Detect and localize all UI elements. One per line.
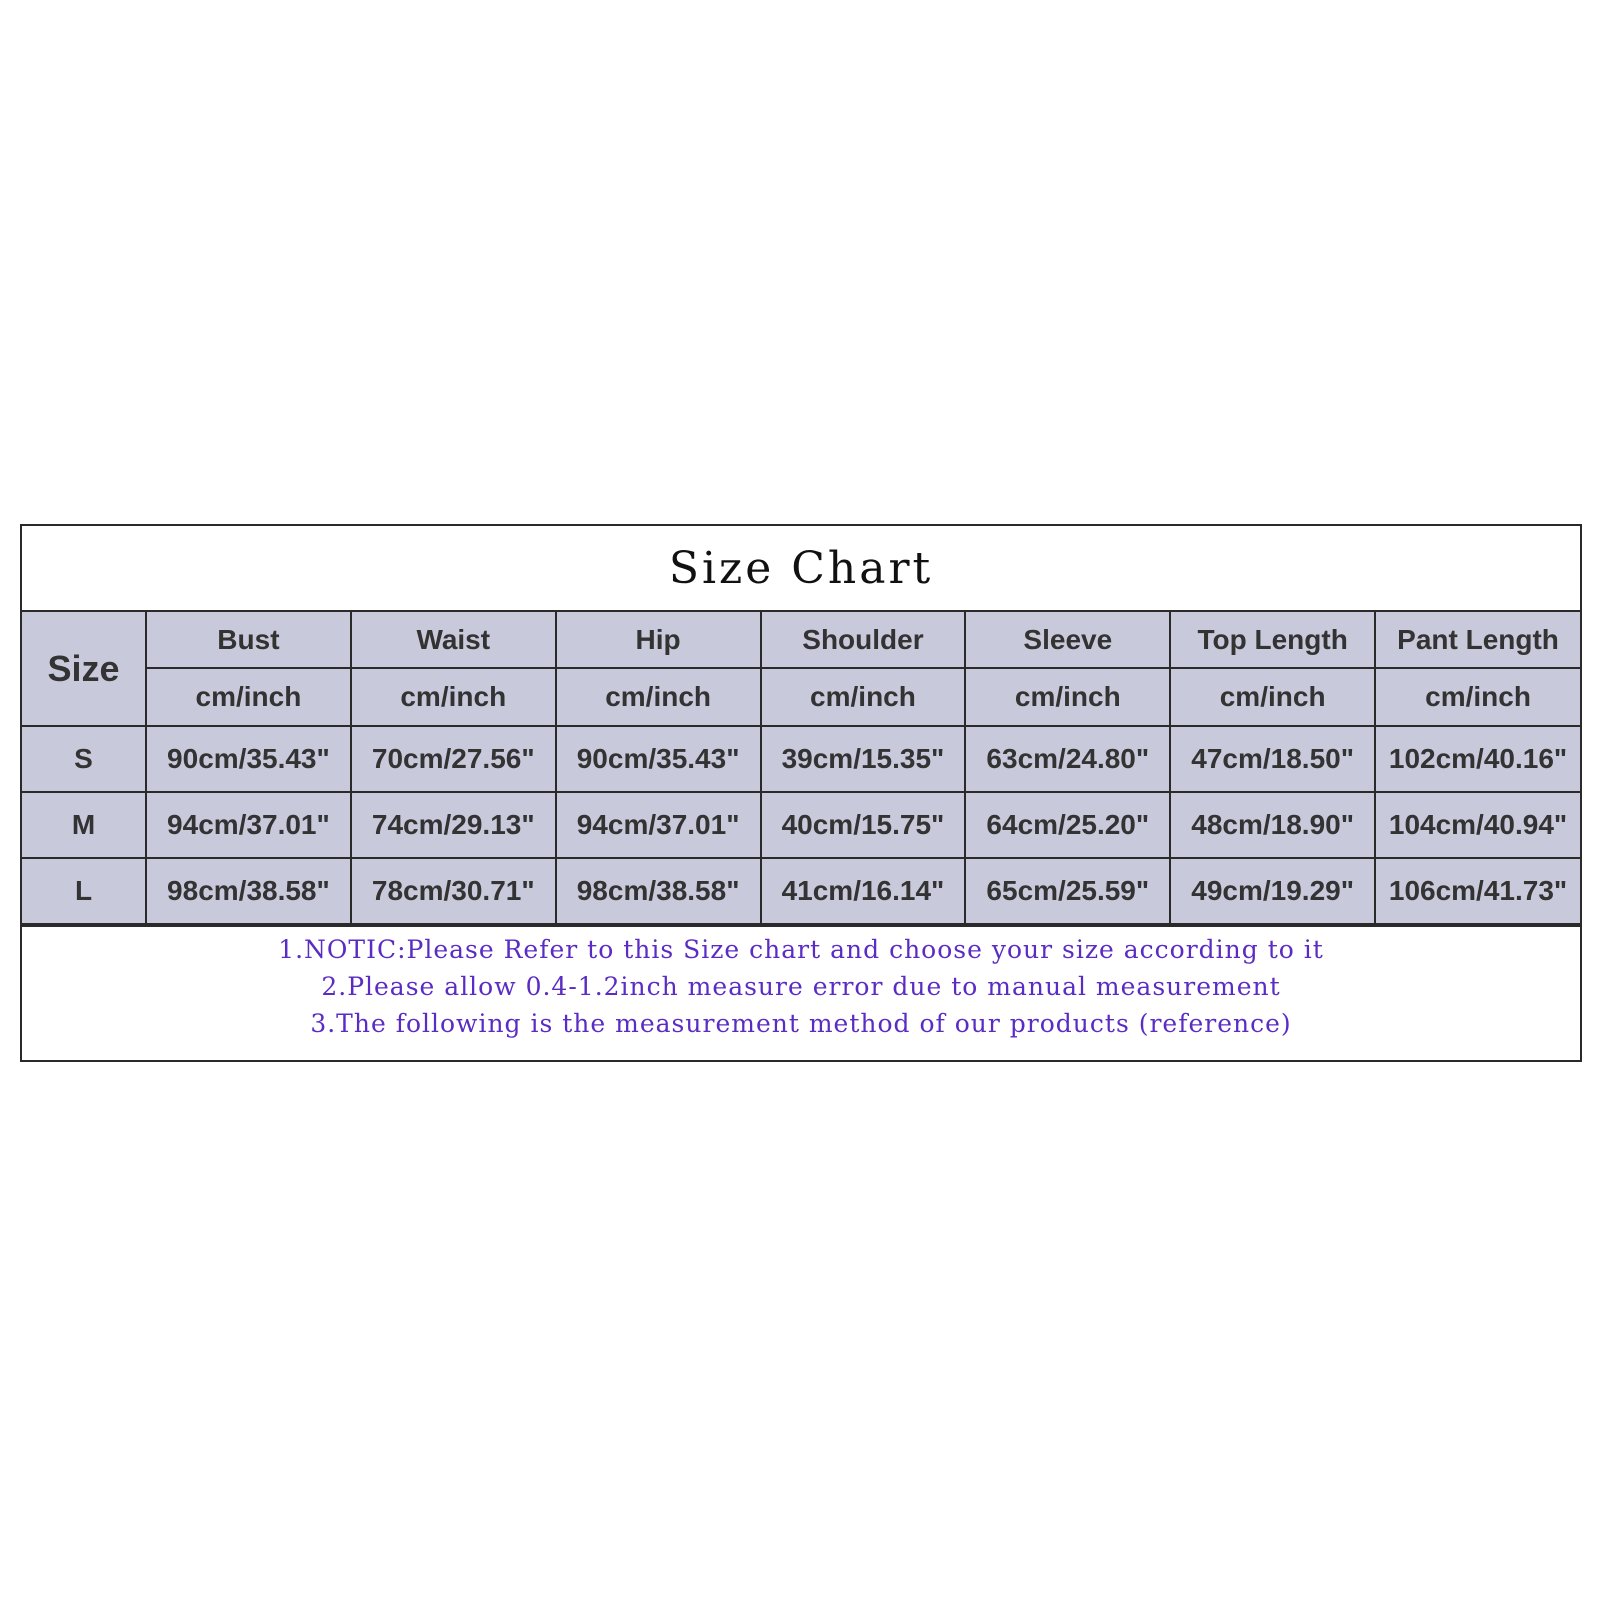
table-cell: 40cm/15.75" xyxy=(761,792,966,858)
note-line-1: 1.NOTIC:Please Refer to this Size chart and choose your size according to it xyxy=(278,935,1324,964)
unit-label: cm/inch xyxy=(965,668,1170,726)
table-cell: 104cm/40.94" xyxy=(1375,792,1580,858)
column-header-hip: Hip xyxy=(556,612,761,668)
table-cell: 64cm/25.20" xyxy=(965,792,1170,858)
column-header-shoulder: Shoulder xyxy=(761,612,966,668)
table-cell: 47cm/18.50" xyxy=(1170,726,1375,792)
table-row-m xyxy=(22,792,1580,858)
unit-row xyxy=(22,668,1580,726)
size-chart xyxy=(20,524,1582,1062)
table-cell: 98cm/38.58" xyxy=(556,858,761,924)
size-label: L xyxy=(22,858,146,924)
unit-label: cm/inch xyxy=(351,668,556,726)
table-cell: 106cm/41.73" xyxy=(1375,858,1580,924)
table-cell: 49cm/19.29" xyxy=(1170,858,1375,924)
table-cell: 48cm/18.90" xyxy=(1170,792,1375,858)
size-column-header: Size xyxy=(22,612,146,726)
header-row xyxy=(22,612,1580,668)
table-cell: 70cm/27.56" xyxy=(351,726,556,792)
unit-label: cm/inch xyxy=(1170,668,1375,726)
table-cell: 94cm/37.01" xyxy=(556,792,761,858)
size-label: S xyxy=(22,726,146,792)
table-cell: 94cm/37.01" xyxy=(146,792,351,858)
size-table xyxy=(22,612,1580,925)
table-cell: 41cm/16.14" xyxy=(761,858,966,924)
column-header-sleeve: Sleeve xyxy=(965,612,1170,668)
table-cell: 102cm/40.16" xyxy=(1375,726,1580,792)
note-line-3: 3.The following is the measurement method of our products (reference) xyxy=(310,1009,1292,1038)
notes-section xyxy=(22,925,1580,1042)
column-header-bust: Bust xyxy=(146,612,351,668)
table-cell: 65cm/25.59" xyxy=(965,858,1170,924)
column-header-waist: Waist xyxy=(351,612,556,668)
unit-label: cm/inch xyxy=(146,668,351,726)
table-cell: 63cm/24.80" xyxy=(965,726,1170,792)
table-row-l xyxy=(22,858,1580,924)
table-cell: 78cm/30.71" xyxy=(351,858,556,924)
unit-label: cm/inch xyxy=(761,668,966,726)
column-header-pant-length: Pant Length xyxy=(1375,612,1580,668)
table-row-s xyxy=(22,726,1580,792)
unit-label: cm/inch xyxy=(556,668,761,726)
column-header-top-length: Top Length xyxy=(1170,612,1375,668)
table-cell: 39cm/15.35" xyxy=(761,726,966,792)
unit-label: cm/inch xyxy=(1375,668,1580,726)
table-cell: 98cm/38.58" xyxy=(146,858,351,924)
chart-title: Size Chart xyxy=(22,526,1580,612)
table-cell: 90cm/35.43" xyxy=(146,726,351,792)
table-cell: 90cm/35.43" xyxy=(556,726,761,792)
size-label: M xyxy=(22,792,146,858)
table-cell: 74cm/29.13" xyxy=(351,792,556,858)
note-line-2: 2.Please allow 0.4-1.2inch measure error due to manual measurement xyxy=(321,972,1281,1001)
